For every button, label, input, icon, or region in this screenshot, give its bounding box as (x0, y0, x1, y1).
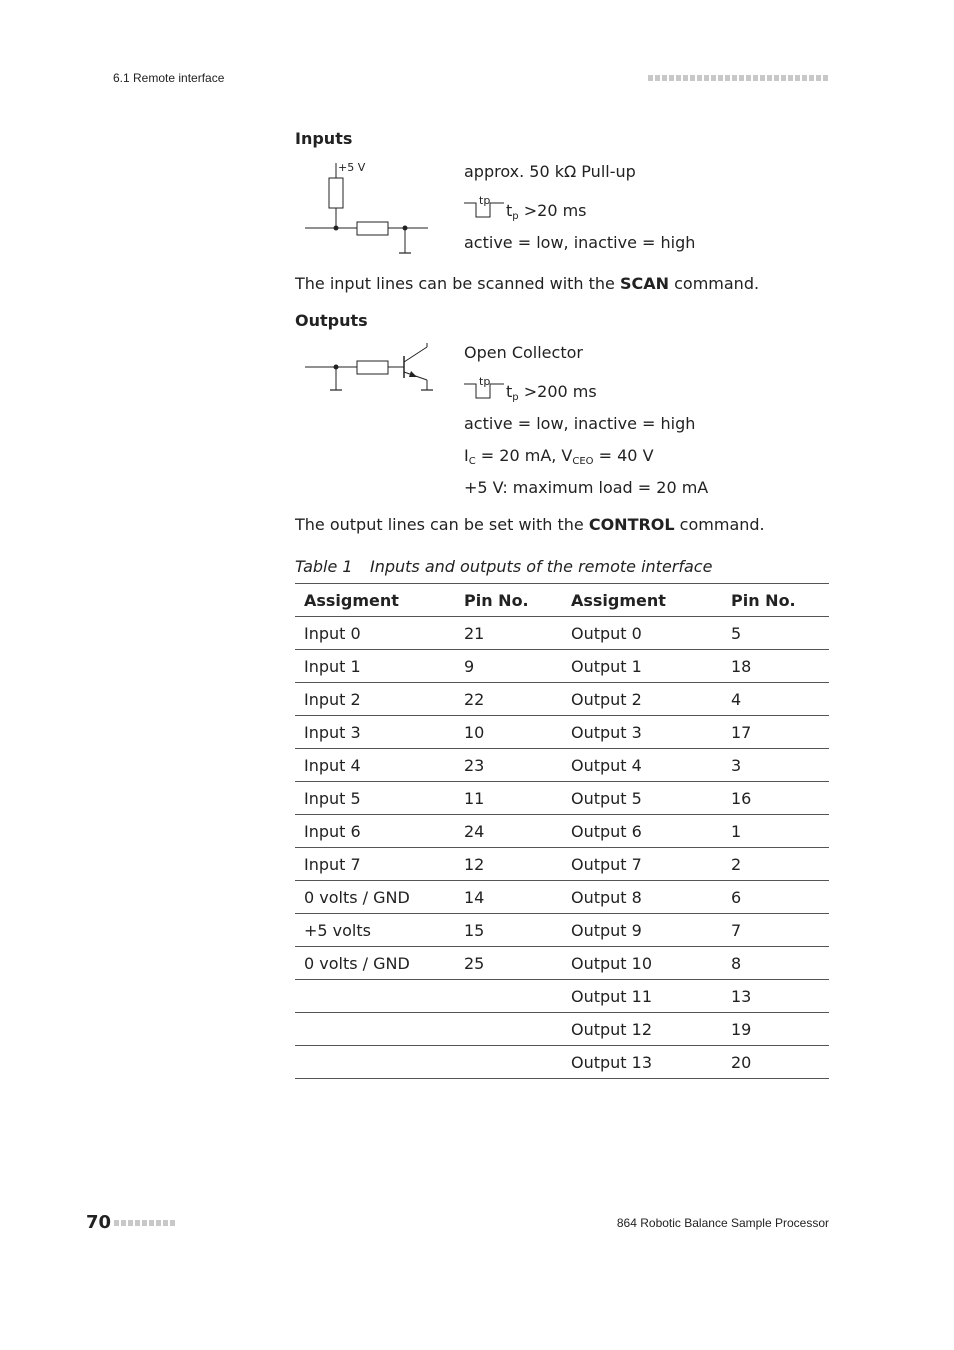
table-row (295, 815, 829, 848)
decorative-dot (163, 1220, 168, 1226)
table-row (295, 749, 829, 782)
decorative-dot (690, 75, 695, 81)
header-decorative-dots (648, 75, 828, 81)
input-note-after: command. (669, 274, 760, 293)
input-assignment-cell: Input 5 (295, 782, 455, 815)
table-row (295, 980, 829, 1013)
table-row (295, 716, 829, 749)
output-assignment-cell: Output 13 (562, 1046, 722, 1079)
pulse-t: t (506, 201, 513, 220)
table-row (295, 1013, 829, 1046)
output-pin-cell: 20 (722, 1046, 829, 1079)
input-assignment-cell (295, 1013, 455, 1046)
decorative-dot (676, 75, 681, 81)
running-header-section: 6.1 Remote interface (113, 71, 225, 85)
output-pin-cell: 16 (722, 782, 829, 815)
decorative-dot (142, 1220, 147, 1226)
decorative-dot (725, 75, 730, 81)
input-assignment-cell: Input 4 (295, 749, 455, 782)
input-pin-cell: 22 (455, 683, 562, 716)
output-pin-cell: 8 (722, 947, 829, 980)
decorative-dot (114, 1220, 119, 1226)
decorative-dot (170, 1220, 175, 1226)
output-assignment-cell: Output 0 (562, 617, 722, 650)
output-assignment-cell: Output 12 (562, 1013, 722, 1046)
input-assignment-cell: Input 2 (295, 683, 455, 716)
input-spec-active: active = low, inactive = high (464, 233, 696, 252)
table-caption-text: Inputs and outputs of the remote interface (370, 557, 713, 576)
decorative-dot (697, 75, 702, 81)
input-pin-cell (455, 1013, 562, 1046)
output-note-after: command. (674, 515, 765, 534)
decorative-dot (662, 75, 667, 81)
decorative-dot (732, 75, 737, 81)
outputs-heading: Outputs (295, 311, 368, 330)
ic-symbol: I (464, 446, 469, 465)
input-pin-cell: 15 (455, 914, 562, 947)
input-pin-cell: 25 (455, 947, 562, 980)
input-pin-cell: 23 (455, 749, 562, 782)
output-spec-current-voltage (464, 446, 654, 467)
footer-decorative-dots (114, 1220, 175, 1226)
pin-assignment-table (295, 583, 829, 1079)
input-assignment-cell: Input 0 (295, 617, 455, 650)
decorative-dot (121, 1220, 126, 1226)
decorative-dot (767, 75, 772, 81)
output-note-before: The output lines can be set with the (295, 515, 589, 534)
table-row (295, 1046, 829, 1079)
output-pin-cell: 5 (722, 617, 829, 650)
input-pin-cell (455, 980, 562, 1013)
table-row (295, 617, 829, 650)
input-assignment-cell: Input 6 (295, 815, 455, 848)
table-header-row (295, 584, 829, 617)
decorative-dot (135, 1220, 140, 1226)
output-assignment-cell: Output 4 (562, 749, 722, 782)
decorative-dot (718, 75, 723, 81)
output-assignment-cell: Output 5 (562, 782, 722, 815)
decorative-dot (774, 75, 779, 81)
input-assignment-cell: 0 volts / GND (295, 881, 455, 914)
header-pin-outputs: Pin No. (722, 584, 829, 617)
decorative-dot (683, 75, 688, 81)
decorative-dot (753, 75, 758, 81)
decorative-dot (648, 75, 653, 81)
scan-command: SCAN (619, 274, 670, 293)
input-assignment-cell: Input 1 (295, 650, 455, 683)
decorative-dot (816, 75, 821, 81)
page-number: 70 (86, 1212, 112, 1233)
table-row (295, 881, 829, 914)
control-command: CONTROL (588, 515, 675, 534)
input-pin-cell: 10 (455, 716, 562, 749)
output-pin-cell: 7 (722, 914, 829, 947)
header-assignment-outputs: Assigment (562, 584, 722, 617)
decorative-dot (156, 1220, 161, 1226)
ic-mid: = 20 mA, V (475, 446, 573, 465)
pulse-icon-label: tp (479, 375, 491, 388)
output-pin-cell: 18 (722, 650, 829, 683)
pulse-sub: p (512, 392, 519, 403)
table-row (295, 683, 829, 716)
vceo-sub: CEO (572, 456, 594, 467)
table-caption-label: Table 1 (295, 557, 353, 576)
output-note (295, 515, 765, 534)
header-pin-inputs: Pin No. (455, 584, 562, 617)
output-spec-max-load: +5 V: maximum load = 20 mA (464, 478, 709, 497)
input-spec-pulse (506, 201, 587, 222)
pulse-icon (464, 192, 506, 220)
decorative-dot (746, 75, 751, 81)
decorative-dot (788, 75, 793, 81)
output-assignment-cell: Output 1 (562, 650, 722, 683)
output-pin-cell: 4 (722, 683, 829, 716)
input-pin-cell: 21 (455, 617, 562, 650)
table-row (295, 782, 829, 815)
output-circuit-diagram (300, 340, 440, 400)
output-assignment-cell: Output 6 (562, 815, 722, 848)
input-assignment-cell: 0 volts / GND (295, 947, 455, 980)
footer-product-name: 864 Robotic Balance Sample Processor (616, 1216, 829, 1230)
decorative-dot (128, 1220, 133, 1226)
output-assignment-cell: Output 11 (562, 980, 722, 1013)
decorative-dot (795, 75, 800, 81)
ic-sub: C (468, 456, 476, 467)
input-pin-cell: 24 (455, 815, 562, 848)
input-assignment-cell: Input 3 (295, 716, 455, 749)
output-pin-cell: 19 (722, 1013, 829, 1046)
input-pin-cell: 12 (455, 848, 562, 881)
input-pin-cell (455, 1046, 562, 1079)
output-spec-pulse (506, 382, 597, 403)
output-assignment-cell: Output 3 (562, 716, 722, 749)
input-circuit-diagram (300, 158, 435, 258)
decorative-dot (823, 75, 828, 81)
output-pin-cell: 17 (722, 716, 829, 749)
table-row (295, 914, 829, 947)
table-row (295, 650, 829, 683)
output-spec-type: Open Collector (464, 343, 583, 362)
decorative-dot (149, 1220, 154, 1226)
input-assignment-cell (295, 980, 455, 1013)
input-spec-pullup: approx. 50 kΩ Pull-up (464, 162, 636, 181)
input-assignment-cell: Input 7 (295, 848, 455, 881)
output-assignment-cell: Output 9 (562, 914, 722, 947)
output-pin-cell: 6 (722, 881, 829, 914)
output-spec-active: active = low, inactive = high (464, 414, 696, 433)
pulse-t: t (506, 382, 513, 401)
decorative-dot (739, 75, 744, 81)
pulse-sub: p (512, 211, 519, 222)
pulse-icon (464, 373, 506, 401)
decorative-dot (781, 75, 786, 81)
decorative-dot (802, 75, 807, 81)
decorative-dot (760, 75, 765, 81)
supply-voltage-label: +5 V (338, 161, 366, 174)
table-caption (295, 557, 712, 576)
table-row (295, 947, 829, 980)
output-pin-cell: 3 (722, 749, 829, 782)
output-assignment-cell: Output 8 (562, 881, 722, 914)
inputs-heading: Inputs (295, 129, 353, 148)
output-pin-cell: 13 (722, 980, 829, 1013)
table-row (295, 848, 829, 881)
pulse-value: >20 ms (518, 201, 587, 220)
output-assignment-cell: Output 7 (562, 848, 722, 881)
decorative-dot (809, 75, 814, 81)
pulse-icon-label: tp (479, 194, 491, 207)
ic-end: = 40 V (593, 446, 654, 465)
output-pin-cell: 1 (722, 815, 829, 848)
input-assignment-cell (295, 1046, 455, 1079)
output-assignment-cell: Output 2 (562, 683, 722, 716)
input-note-before: The input lines can be scanned with the (295, 274, 620, 293)
input-note (295, 274, 759, 293)
decorative-dot (669, 75, 674, 81)
input-pin-cell: 9 (455, 650, 562, 683)
input-pin-cell: 14 (455, 881, 562, 914)
input-pin-cell: 11 (455, 782, 562, 815)
pulse-value: >200 ms (518, 382, 597, 401)
decorative-dot (711, 75, 716, 81)
input-assignment-cell: +5 volts (295, 914, 455, 947)
header-assignment-inputs: Assigment (295, 584, 455, 617)
output-pin-cell: 2 (722, 848, 829, 881)
output-assignment-cell: Output 10 (562, 947, 722, 980)
decorative-dot (704, 75, 709, 81)
decorative-dot (655, 75, 660, 81)
